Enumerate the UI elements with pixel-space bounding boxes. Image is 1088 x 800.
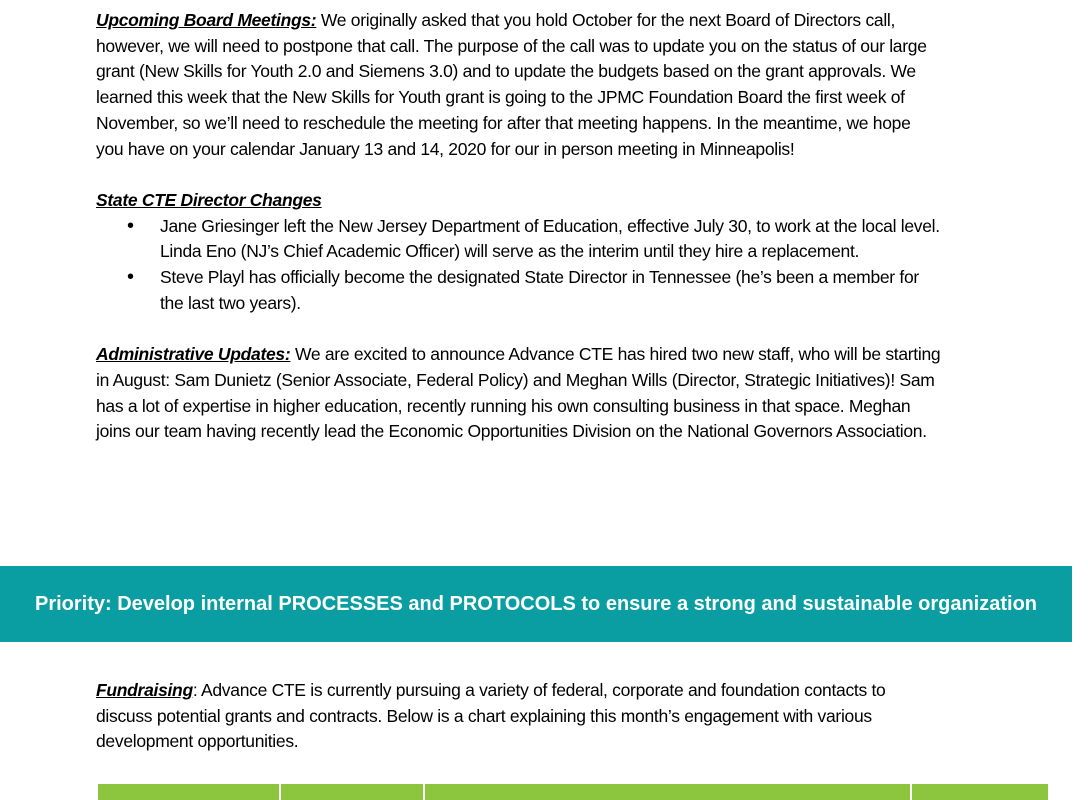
- priority-banner: [0, 566, 1072, 642]
- list-item: • Steve Playl has officially become the designated State Director in Tennessee (he’s been a member for the last two years).: [96, 265, 941, 316]
- table-header-cell: [912, 784, 1048, 800]
- board-meetings-heading: Upcoming Board Meetings:: [96, 10, 317, 30]
- admin-updates-text: We are excited to announce Advance CTE has hired two new staff, who will be starting in August: Sam Dunietz (Senior Associate, Federal Policy) and Meghan Wills (Director, Strategic Initiatives)! Sam has a lot of expertise in higher education, recently running his own consulting business in that space. Meghan joins our team having recently lead the Economic Opportunities Division on the National Governors Association.: [96, 344, 941, 442]
- admin-updates-paragraph: [96, 342, 941, 445]
- list-item: • Jane Griesinger left the New Jersey Department of Education, effective July 30, to work at the local level. Linda Eno (NJ’s Chief Academic Officer) will serve as the interim until they hire a replacement.: [96, 214, 941, 265]
- board-meetings-paragraph: [96, 8, 941, 162]
- document-body: [96, 8, 941, 471]
- table-header-cell: [98, 784, 281, 800]
- cte-changes-section: [96, 188, 941, 317]
- admin-updates-heading: Administrative Updates:: [96, 344, 291, 365]
- table-header-cell: [425, 784, 912, 800]
- cte-changes-heading: State CTE Director Changes: [96, 189, 322, 210]
- fundraising-heading: Fundraising: [96, 680, 193, 700]
- cte-changes-list: [96, 214, 941, 317]
- fundraising-text: : Advance CTE is currently pursuing a variety of federal, corporate and foundation contacts to discuss potential grants and contracts. Below is a chart explaining this month’s engagement with various development opportunities.: [96, 680, 886, 752]
- priority-banner-text: Priority: Develop internal PROCESSES and PROTOCOLS to ensure a strong and sustainable organization: [34, 593, 1038, 615]
- development-table-header: [98, 784, 1048, 800]
- board-meetings-text: We originally asked that you hold October for the next Board of Directors call, however, we will need to postpone that call. The purpose of the call was to update you on the status of our large grant (New Skills for Youth 2.0 and Siemens 3.0) and to update the budgets based on the grant approvals. We learned this week that the New Skills for Youth grant is going to the JPMC Foundation Board the first week of November, so we’ll need to reschedule the meeting for after that meeting happens. In the meantime, we hope you have on your calendar January 13 and 14, 2020 for our in person meeting in Minneapolis!: [96, 10, 927, 159]
- table-header-cell: [281, 784, 425, 800]
- fundraising-paragraph: [96, 678, 941, 755]
